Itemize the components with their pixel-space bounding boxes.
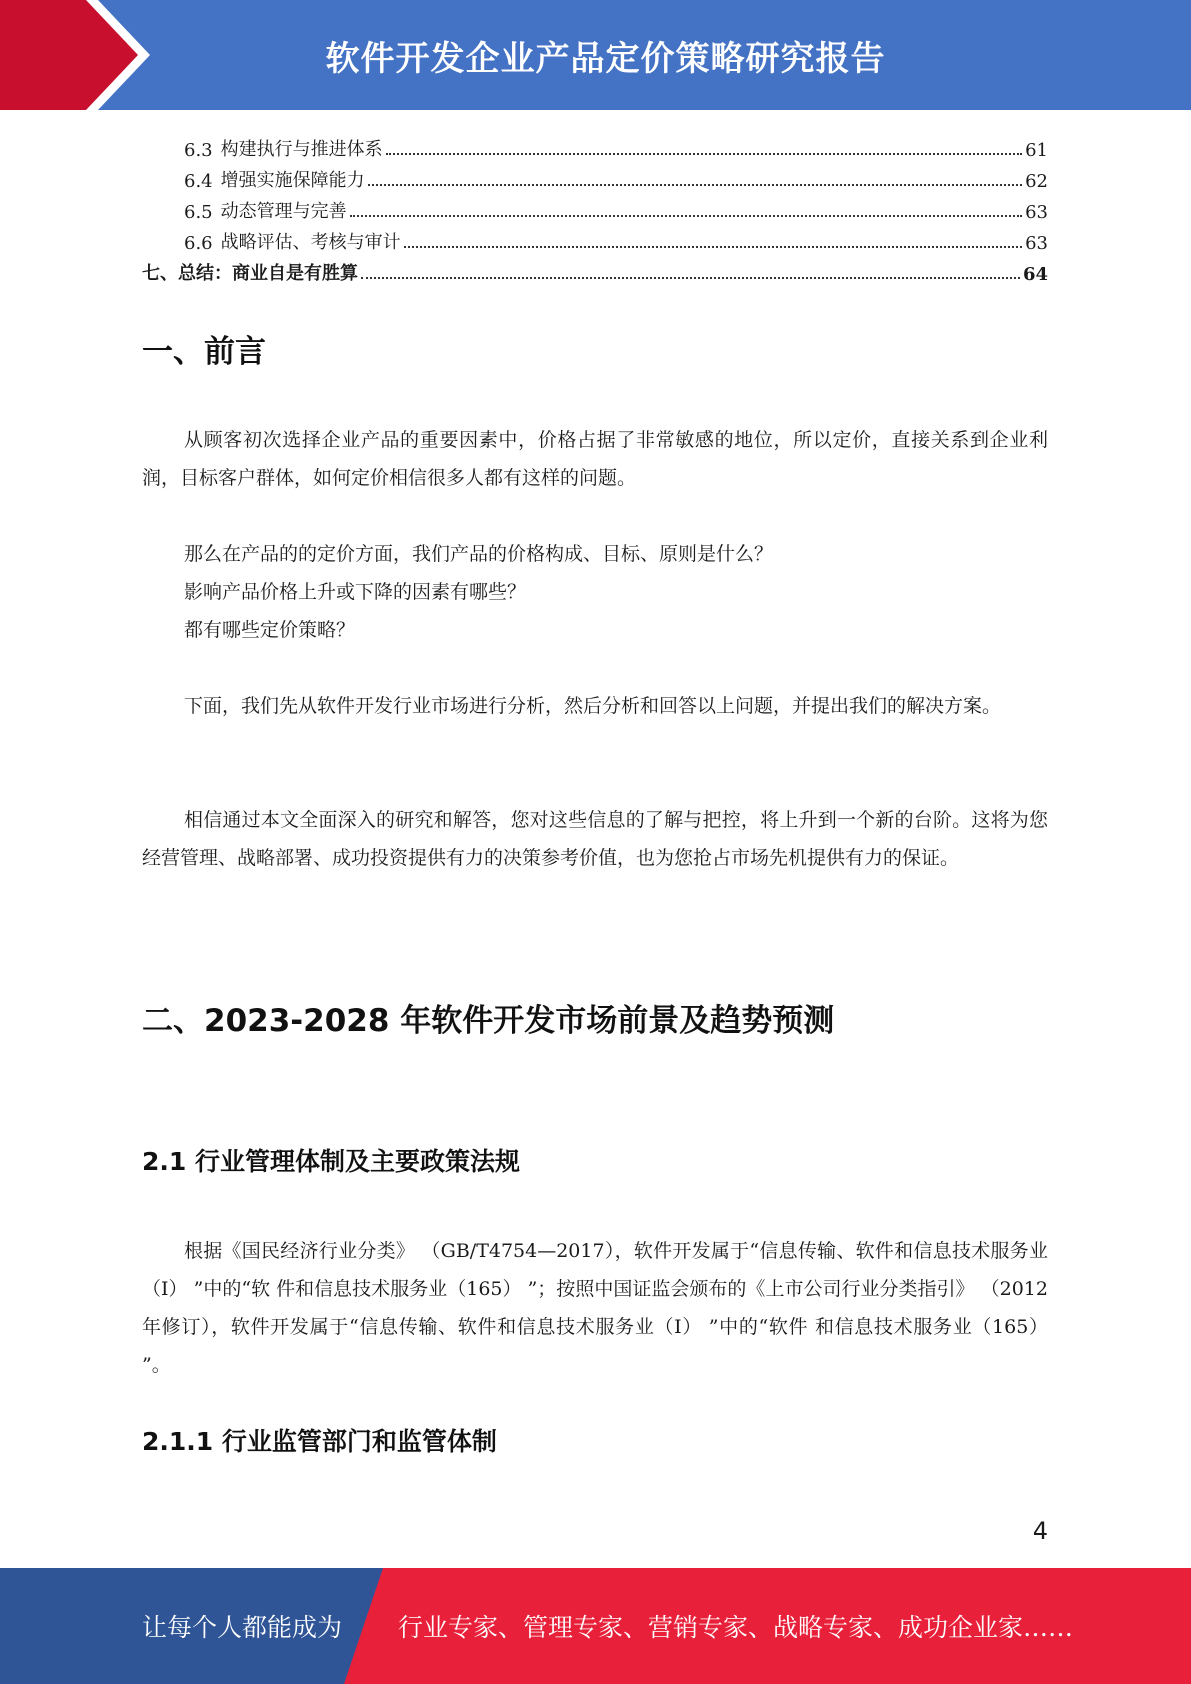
toc-entry[interactable] — [142, 130, 1048, 161]
subsection-2-1-paragraph: 根据《国民经济行业分类》 （GB/T4754—2017），软件开发属于“信息传输、软件和信息技术服务业（I） ”中的“软 件和信息技术服务业（165） ”；按照中国证监会颁布的《上市公司行业分类指引》 （2012 年修订），软件开发属于“信息传输、软件和信息技术服务业（I） ”中的“软件 和信息技术服务业（165） ”。 — [142, 1240, 1048, 1376]
preface-paragraph-3: 相信通过本文全面深入的研究和解答，您对这些信息的了解与把控，将上升到一个新的台阶。这将为您经营管理、战略部署、成功投资提供有力的决策参考价值，也为您抢占市场先机提供有力的保证。 — [142, 809, 1048, 869]
toc-leader-dots — [368, 184, 1022, 186]
subsection-heading-2-1: 2.1 行业管理体制及主要政策法规 — [142, 1147, 520, 1176]
section-heading-market-outlook: 二、2023-2028 年软件开发市场前景及趋势预测 — [142, 1003, 835, 1039]
toc-entry-text: 七、总结：商业自是有胜算 — [142, 263, 358, 284]
toc-entry-number: 6.5 — [184, 202, 213, 223]
section-heading-preface: 一、前言 — [142, 334, 266, 370]
toc-entry-text: 动态管理与完善 — [220, 201, 347, 222]
report-title: 软件开发企业产品定价策略研究报告 — [325, 38, 886, 79]
toc-entry-page: 62 — [1025, 171, 1048, 192]
toc-entry-page: 61 — [1025, 140, 1048, 161]
toc-entry[interactable] — [142, 223, 1048, 254]
toc-entry-number: 6.4 — [184, 171, 213, 192]
preface-question-3: 都有哪些定价策略？ — [184, 619, 356, 641]
toc-leader-dots — [404, 246, 1022, 248]
toc-leader-dots — [361, 277, 1020, 279]
preface-question-2: 影响产品价格上升或下降的因素有哪些？ — [184, 581, 527, 603]
page-header — [0, 0, 1191, 110]
table-of-contents — [142, 130, 1048, 285]
toc-entry-page: 63 — [1025, 202, 1048, 223]
subsection-heading-2-1-1: 2.1.1 行业监管部门和监管体制 — [142, 1427, 497, 1456]
toc-entry-text: 增强实施保障能力 — [220, 170, 365, 191]
toc-entry[interactable] — [142, 192, 1048, 223]
toc-entry-text: 构建执行与推进体系 — [220, 139, 383, 160]
toc-entry-chapter[interactable] — [142, 254, 1048, 285]
page-footer — [0, 1568, 1191, 1684]
preface-question-1: 那么在产品的的定价方面，我们产品的价格构成、目标、原则是什么？ — [184, 543, 774, 565]
toc-entry-number: 6.6 — [184, 233, 213, 254]
page-number: 4 — [1032, 1517, 1048, 1545]
footer-slogan-right: 行业专家、管理专家、营销专家、战略专家、成功企业家…… — [398, 1613, 1074, 1642]
toc-entry-page: 64 — [1022, 264, 1048, 285]
toc-leader-dots — [386, 153, 1022, 155]
preface-paragraph-1: 从顾客初次选择企业产品的重要因素中，价格占据了非常敏感的地位，所以定价，直接关系到企业利润，目标客户群体，如何定价相信很多人都有这样的问题。 — [142, 429, 1048, 489]
preface-paragraph-2: 下面，我们先从软件开发行业市场进行分析，然后分析和回答以上问题，并提出我们的解决方案。 — [184, 695, 1002, 717]
toc-entry-number: 6.3 — [184, 140, 213, 161]
footer-slogan-left: 让每个人都能成为 — [142, 1613, 343, 1642]
toc-leader-dots — [350, 215, 1022, 217]
toc-entry-page: 63 — [1025, 233, 1048, 254]
toc-entry[interactable] — [142, 161, 1048, 192]
toc-entry-text: 战略评估、考核与审计 — [220, 232, 401, 253]
